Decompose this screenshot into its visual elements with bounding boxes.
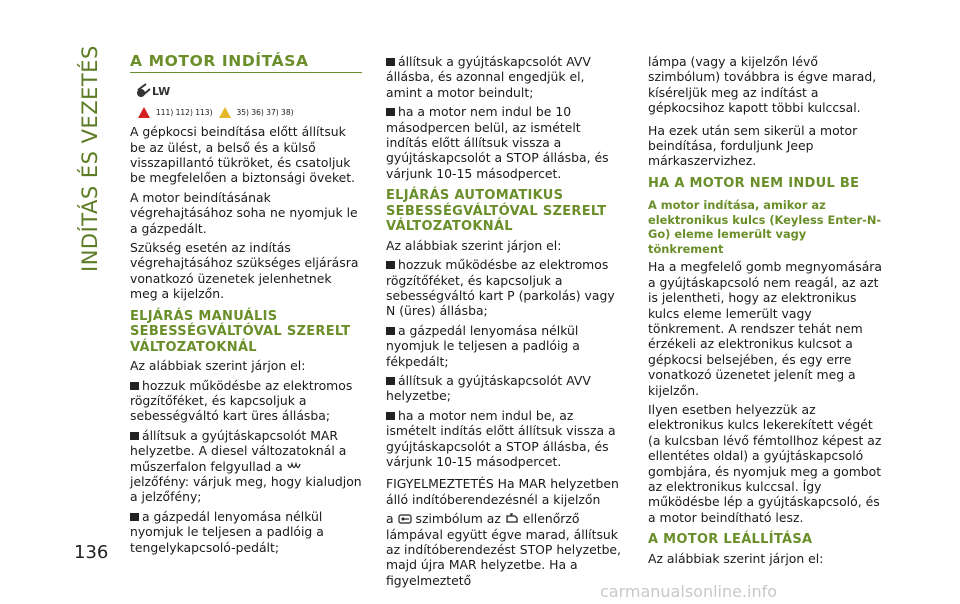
watermark: carmanualsonline.info (600, 582, 778, 601)
subsection-title: ELJÁRÁS AUTOMATIKUS SEBESSÉGVÁLTÓVAL SZERELT VÁLTOZATOKNÁL (386, 188, 607, 235)
paragraph: Szükség esetén az indítás végrehajtásához szükséges eljárásra vonatkozó üzenetek jelenhetnek meg a kijelzőn. (130, 240, 359, 302)
paragraph: A motor beindításának végrehajtásához soha ne nyomjuk le a gázpedált. (130, 189, 358, 236)
bullet-item: ha a motor nem indul be, az ismételt indítás előtt állítsuk vissza a gyújtáskapcsolót a STOP állásba, és várjunk 10-15 másodpercet. (386, 408, 624, 470)
paragraph: lámpa (vagy a kijelzőn lévő szimbólum) továbbra is égve marad, kíséreljük meg az indítást a gépkocsihoz kapott többi kulccsal. (648, 54, 877, 116)
paragraph: Ha ezek után sem sikerül a motor beindítása, forduljunk Jeep márkaszervizhez. (648, 122, 858, 169)
bullet-item: a gázpedál lenyomása nélkül nyomjuk le teljesen a padlóig a tengelykapcsoló-pedált; (130, 509, 362, 555)
engine-check-icon (505, 512, 519, 524)
paragraph: A gépkocsi beindítása előtt állítsuk be az ülést, a belső és a külső visszapillantó tükröket, és csatoljuk be megfelelően a biztonsági öveket. (130, 124, 356, 186)
section-title: A MOTOR INDÍTÁSA (130, 54, 362, 73)
manual-gear-icon (136, 81, 170, 99)
subsection-title: A MOTOR LEÁLLÍTÁSA (648, 532, 813, 548)
intro-text: Az alábbiak szerint járjon el: (130, 358, 306, 374)
sub-subsection-title: A motor indítása, amikor az elektronikus kulcs (Keyless Enter-N-Go) eleme lemerült vagy tönkrement (648, 198, 882, 256)
warning-icon (138, 107, 150, 118)
paragraph: FIGYELMEZTETÉS Ha MAR helyzetben álló indítóberendezésnél a kijelzőn (386, 476, 619, 507)
intro-text: Az alábbiak szerint járjon el: (386, 237, 562, 253)
svg-text:LW: LW (152, 85, 170, 99)
paragraph: Ha a megfelelő gomb megnyomására a gyújtáskapcsoló nem reagál, az azt is jelentheti, hogy az elektronikus kulcs eleme lemerült vagy tönkrement. A rendszer tehát nem érzékeli az elektronikus kulcsot a gépkocsi belsejében, és egy erre vonatkozó üzenetet jelenít meg a kijelzőn. (648, 259, 882, 398)
column-2 (386, 54, 624, 592)
bullet-item: a gázpedál lenyomása nélkül nyomjuk le teljesen a padlóig a fékpedált; (386, 323, 624, 369)
bullet-item: állítsuk a gyújtáskapcsolót AVV helyzetbe; (386, 373, 624, 404)
subsection-title: ELJÁRÁS MANUÁLIS SEBESSÉGVÁLTÓVAL SZERELT VÁLTOZATOKNÁL (130, 308, 351, 355)
bullet-item: hozzuk működésbe az elektromos rögzítőféket, és kapcsoljuk a sebességváltó kart P (parkolás) vagy N (üres) állásba; (386, 257, 624, 319)
subsection-title: HA A MOTOR NEM INDUL BE (648, 175, 860, 191)
intro-text: Az alábbiak szerint járjon el: (648, 550, 824, 566)
page-number: 136 (74, 542, 109, 563)
bullet-item: állítsuk a gyújtáskapcsolót MAR helyzetbe. A diesel változatoknál a műszerfalon felgyullad a jelzőfény: várjuk meg, hogy kialudjon a jelzőfény; (130, 427, 362, 505)
caution-refs: 35) 36) 37) 38) (236, 107, 294, 117)
bullet-item: hozzuk működésbe az elektromos rögzítőféket, és kapcsoljuk a sebességváltó kart üres állásba; (130, 378, 362, 424)
paragraph: Ilyen esetben helyezzük az elektronikus kulcs lekerekített végét (a kulcsban lévő fémtollhoz képest az ellentétes oldal) a gyújtáskapcsoló gombjára, és nyomjuk meg a gombot az elektronikus kulccsal. Így működésbe lép a gyújtáskapcsoló, és a motor beindítható lesz. (648, 402, 882, 525)
bullet-item: állítsuk a gyújtáskapcsolót AVV állásba, és azonnal engedjük el, amint a motor beindult; (386, 54, 624, 100)
glow-plug-icon (287, 462, 301, 472)
bullet-item: ha a motor nem indul be 10 másodpercen belül, az ismételt indítás előtt állítsuk vissza a gyújtáskapcsolót a STOP állásba, és várjunk 10-15 másodpercet. (386, 104, 624, 181)
warning-refs: 111) 112) 113) (156, 107, 213, 117)
paragraph: a szimbólum az ellenőrző lámpával együtt égve marad, állítsuk az indítóberendezést STOP helyzetbe, majd újra MAR helyzetbe. Ha a figyelmeztető (386, 511, 621, 588)
column-3 (648, 54, 884, 570)
caution-icon (219, 107, 231, 118)
chapter-side-title: INDÍTÁS ÉS VEZETÉS (78, 45, 102, 272)
reference-row (138, 105, 362, 120)
column-1 (130, 54, 362, 559)
immobilizer-icon (398, 512, 412, 524)
